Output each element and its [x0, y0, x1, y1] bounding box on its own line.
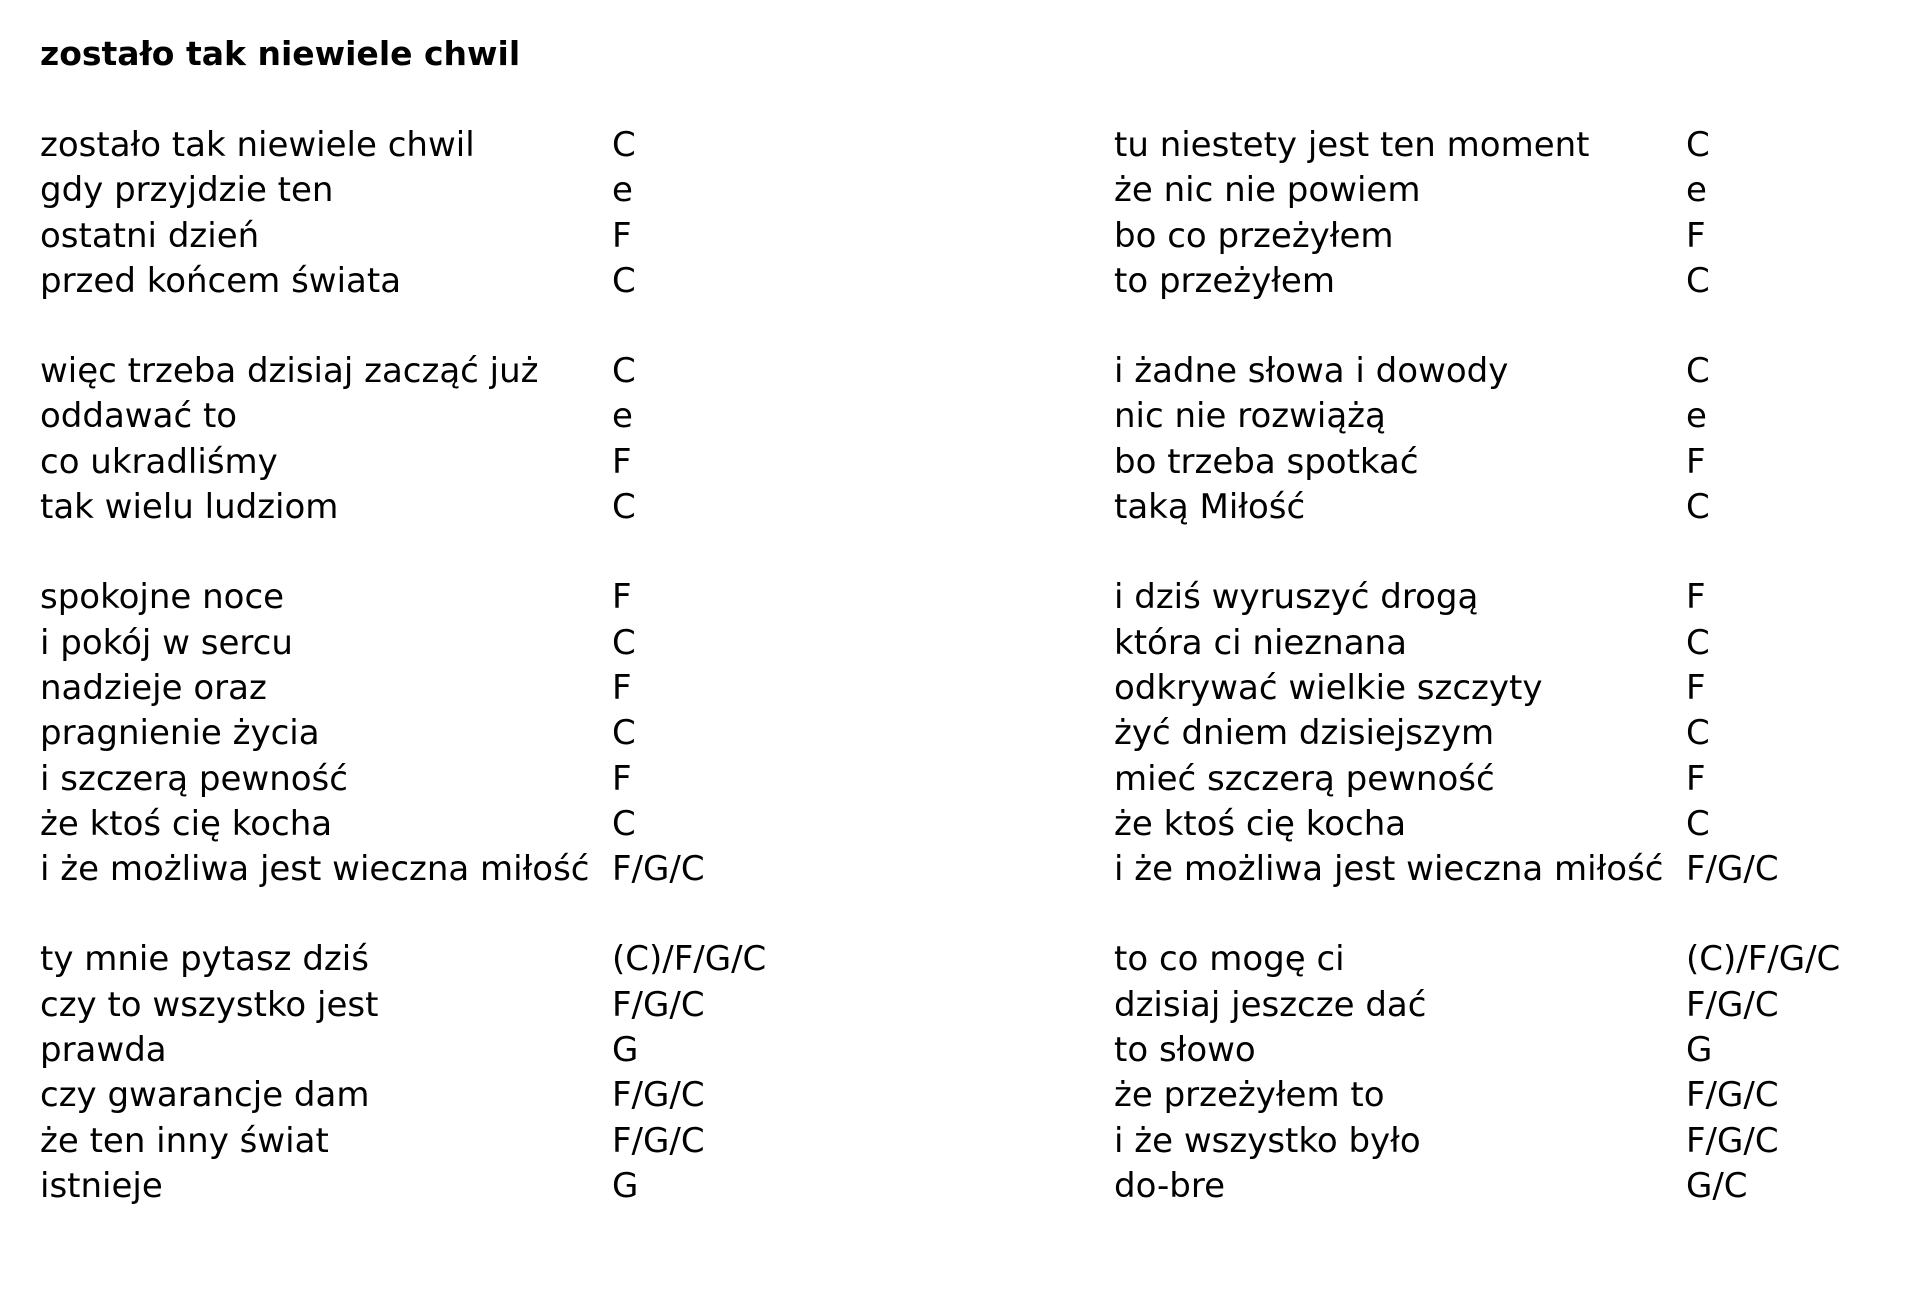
lyric-text: więc trzeba dzisiaj zacząć już: [40, 351, 539, 392]
lyric-text: i że możliwa jest wieczna miłość: [1114, 849, 1664, 890]
lyric-text: ty mnie pytasz dziś: [40, 939, 369, 980]
stanza: [1114, 123, 1920, 304]
stanza: [40, 349, 900, 530]
lyric-text: i dziś wyruszyć drogą: [1114, 577, 1479, 618]
lyric-line: [1114, 1028, 1920, 1073]
lyric-text: i że możliwa jest wieczna miłość: [40, 849, 590, 890]
chord-text: C: [612, 125, 636, 165]
lyric-line: [40, 349, 900, 394]
lyric-line: [1114, 666, 1920, 711]
lyric-line: [40, 757, 900, 802]
chord-text: F: [1686, 441, 1706, 482]
stanza: [1114, 937, 1920, 1209]
song-title: zostało tak niewiele chwil: [40, 34, 521, 73]
lyric-text: taką Miłość: [1114, 487, 1306, 528]
lyric-text: która ci nieznana: [1114, 622, 1407, 663]
lyric-text: i żadne słowa i dowody: [1114, 351, 1509, 392]
lyric-line: [1114, 1073, 1920, 1118]
lyric-text: to przeżyłem: [1114, 260, 1335, 301]
chord-text: C: [1686, 487, 1710, 528]
chord-text: F/G/C: [1686, 1075, 1779, 1116]
chord-text: F/G/C: [612, 849, 705, 890]
chord-text: F: [612, 215, 632, 256]
chord-text: F/G/C: [1686, 984, 1779, 1025]
lyric-text: bo co przeżyłem: [1114, 215, 1394, 256]
lyric-text: i szczerą pewność: [40, 758, 348, 799]
chord-text: F: [612, 577, 632, 618]
chord-text: C: [1686, 351, 1710, 392]
lyric-text: spokojne noce: [40, 577, 285, 618]
lyric-line: [1114, 394, 1920, 439]
chord-text: C: [1686, 803, 1710, 844]
chord-text: F/G/C: [1686, 849, 1779, 890]
lyric-line: [40, 621, 900, 666]
lyric-text: istnieje: [40, 1165, 163, 1206]
lyric-line: [1114, 575, 1920, 620]
stanza: [40, 123, 900, 304]
lyric-text: nadzieje oraz: [40, 667, 267, 708]
lyric-line: [1114, 214, 1920, 259]
left-column: [40, 123, 900, 1254]
lyric-line: [40, 214, 900, 259]
chord-text: F/G/C: [612, 1075, 705, 1116]
chord-text: (C)/F/G/C: [612, 939, 767, 980]
lyric-text: to co mogę ci: [1114, 939, 1345, 980]
lyric-text: to słowo: [1114, 1030, 1256, 1071]
lyric-line: [40, 847, 900, 892]
chord-text: F/G/C: [612, 1120, 705, 1161]
lyric-text: nic nie rozwiążą: [1114, 396, 1386, 437]
lyric-line: [1114, 802, 1920, 847]
lyric-line: [40, 1073, 900, 1118]
lyric-text: prawda: [40, 1030, 167, 1071]
chord-text: C: [1686, 713, 1710, 754]
lyric-line: [40, 983, 900, 1028]
lyric-line: [1114, 1164, 1920, 1209]
chord-text: F/G/C: [1686, 1120, 1779, 1161]
chord-text: F: [1686, 758, 1706, 799]
lyric-text: żyć dniem dzisiejszym: [1114, 713, 1495, 754]
lyric-line: [40, 937, 900, 982]
lyric-text: że nic nie powiem: [1114, 170, 1421, 211]
chord-text: C: [1686, 125, 1710, 165]
lyric-text: i że wszystko było: [1114, 1120, 1421, 1161]
lyric-text: czy to wszystko jest: [40, 984, 379, 1025]
chord-text: C: [1686, 622, 1710, 663]
chord-text: G: [612, 1165, 639, 1206]
lyric-text: gdy przyjdzie ten: [40, 170, 334, 211]
lyric-text: odkrywać wielkie szczyty: [1114, 667, 1543, 708]
lyric-line: [1114, 711, 1920, 756]
lyric-line: [1114, 168, 1920, 213]
lyric-text: tu niestety jest ten moment: [1114, 125, 1590, 165]
lyric-text: że ktoś cię kocha: [1114, 803, 1407, 844]
lyric-line: [1114, 937, 1920, 982]
chord-text: G: [1686, 1030, 1713, 1071]
lyric-line: [40, 802, 900, 847]
chord-text: C: [1686, 260, 1710, 301]
lyric-text: ostatni dzień: [40, 215, 260, 256]
lyric-line: [40, 394, 900, 439]
stanza: [40, 575, 900, 892]
lyric-line: [1114, 349, 1920, 394]
lyric-text: oddawać to: [40, 396, 238, 437]
chord-text: e: [1686, 170, 1707, 211]
lyric-line: [1114, 1119, 1920, 1164]
lyric-text: tak wielu ludziom: [40, 487, 339, 528]
lyric-line: [1114, 847, 1920, 892]
chord-text: G/C: [1686, 1165, 1748, 1206]
lyric-line: [1114, 757, 1920, 802]
lyric-line: [40, 666, 900, 711]
chord-text: G: [612, 1030, 639, 1071]
lyric-text: że ktoś cię kocha: [40, 803, 333, 844]
stanza: [1114, 575, 1920, 892]
lyric-line: [1114, 485, 1920, 530]
lyric-line: [40, 485, 900, 530]
lyric-line: [40, 1119, 900, 1164]
lyric-line: [1114, 123, 1920, 168]
chord-text: e: [612, 170, 633, 211]
chord-text: F: [612, 441, 632, 482]
chord-text: C: [612, 487, 636, 528]
lyric-text: co ukradliśmy: [40, 441, 278, 482]
chord-text: C: [612, 713, 636, 754]
chord-text: F/G/C: [612, 984, 705, 1025]
lyric-text: i pokój w sercu: [40, 622, 293, 663]
lyric-text: że ten inny świat: [40, 1120, 329, 1161]
lyric-line: [1114, 621, 1920, 666]
right-column: [1114, 123, 1920, 1254]
lyric-line: [40, 1164, 900, 1209]
stanza: [1114, 349, 1920, 530]
lyric-line: [40, 711, 900, 756]
lyric-text: że przeżyłem to: [1114, 1075, 1385, 1116]
lyric-text: przed końcem świata: [40, 260, 402, 301]
lyric-text: bo trzeba spotkać: [1114, 441, 1419, 482]
chord-text: C: [612, 260, 636, 301]
chord-text: C: [612, 622, 636, 663]
lyric-line: [40, 440, 900, 485]
chord-text: F: [612, 667, 632, 708]
lyric-text: zostało tak niewiele chwil: [40, 125, 475, 165]
chord-text: (C)/F/G/C: [1686, 939, 1841, 980]
lyric-line: [1114, 983, 1920, 1028]
chord-text: C: [612, 351, 636, 392]
lyric-line: [40, 168, 900, 213]
stanza: [40, 937, 900, 1209]
lyric-text: dzisiaj jeszcze dać: [1114, 984, 1427, 1025]
lyric-line: [40, 1028, 900, 1073]
lyric-text: czy gwarancje dam: [40, 1075, 370, 1116]
chord-text: F: [612, 758, 632, 799]
lyric-line: [1114, 259, 1920, 304]
chord-text: e: [1686, 396, 1707, 437]
chord-text: C: [612, 803, 636, 844]
lyric-line: [1114, 440, 1920, 485]
lyric-text: pragnienie życia: [40, 713, 320, 754]
chord-text: e: [612, 396, 633, 437]
lyric-line: [40, 123, 900, 168]
lyric-text: mieć szczerą pewność: [1114, 758, 1495, 799]
lyric-line: [40, 259, 900, 304]
lyric-line: [40, 575, 900, 620]
chord-text: F: [1686, 667, 1706, 708]
lyric-text: do-bre: [1114, 1165, 1226, 1206]
chord-text: F: [1686, 215, 1706, 256]
chord-text: F: [1686, 577, 1706, 618]
